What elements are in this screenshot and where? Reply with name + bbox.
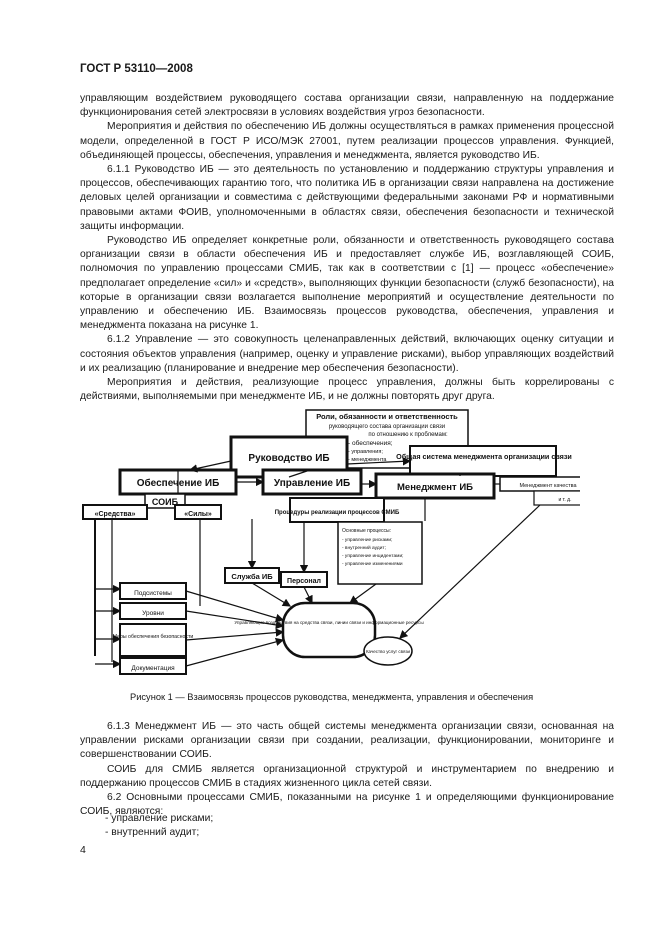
etc-box: и т. д. [558,497,572,503]
main-processes-title: Основные процессы: [342,528,391,534]
sluzhba-box: Служба ИБ [231,572,273,581]
impact-box: Управляющие воздействия на средства связи, линии связи и информационные ресурсы [234,620,424,625]
procedures-box: Процедуры реализации процессов СМИБ [274,510,400,516]
roles-subtitle: руководящего состава организации связи [328,424,446,430]
obespechenie-box: Обеспечение ИБ [136,478,220,489]
text-block-1 [80,92,614,404]
paragraph: СОИБ для СМИБ является организационной структурой и инструментарием по внедрению и поддержанию процессов СМИБ в стадиях жизненного цикла сетей связи. [80,763,614,789]
roles-item: - управления; [348,449,383,455]
main-process-item: - управление инцидентами; [342,554,404,559]
rukovodstvo-box: Руководство ИБ [248,453,330,464]
general-system-line: Общая система менеджмента организации связи [396,452,572,461]
sredstva-box: «Средства» [94,511,136,518]
document-header: ГОСТ Р 53110—2008 [80,63,193,75]
list-item: - управление рисками; [105,813,214,824]
menedzhment-box: Менеджмент ИБ [397,482,473,493]
roles-title: Роли, обязанности и ответственность [316,412,458,421]
left-item: Документация [131,665,175,672]
soib-box: СОИБ [151,497,179,507]
upravlenie-box: Управление ИБ [273,478,351,489]
left-item: Меры обеспечения безопасности [112,634,194,640]
left-item: Подсистемы [134,590,172,597]
roles-item: - менеджмента [348,457,387,463]
general-system-box [396,452,572,461]
paragraph: 6.2 Основными процессами СМИБ, показанными на рисунке 1 и определяющими функционирование СОИБ, являются: [80,792,614,818]
figure-diagram [80,406,580,684]
paragraph: Руководство ИБ определяет конкретные роли, обязанности и ответственность руководящего состава организации связи в области обеспечения ИБ и предоставляет службе ИБ, возглавляющей СОИБ, полномочия по управлению процессами СМИБ, так как в соответствии с [1] — процесс «обеспечение» предполагает определение «сил» и «средств», выполняющих функции безопасности (служб безопасности), на которые в организации связи возлагается выполнение мероприятий и осуществление деятельности по управлению и обеспечению ИБ. Взаимосвязь процессов руководства, обеспечения, управления и менеджмента показана на рисунке 1. [80,235,614,332]
paragraph: 6.1.3 Менеджмент ИБ — это часть общей системы менеджмента организации связи, основанная на управлении рисками организации связи при создании, реализации, функционировании, мониторинге и совершенствовании СОИБ. [80,721,614,761]
personal-box: Персонал [287,578,321,585]
paragraph: управляющим воздействием руководящего состава организации связи, направленную на поддержание функционирования сетей электросвязи в условиях воздействия угроз безопасности. [80,93,614,119]
main-process-item: - управление рисками; [342,538,393,543]
text-block-2 [80,720,614,819]
sily-box: «Силы» [184,511,212,518]
quality-management-box: Менеджмент качества [519,483,577,489]
main-process-item: - управление изменениями [342,562,403,567]
roles-item: - обеспечения; [348,440,393,447]
quality-ellipse: Качество услуг связи [365,649,411,654]
paragraph: Мероприятия и действия, реализующие процесс управления, должны быть коррелированы с действиями, выполняемыми при менеджменте ИБ, и не должны повторять друг друга. [80,377,614,403]
main-process-item: - внутренний аудит; [342,546,386,551]
page-number: 4 [80,844,86,856]
paragraph: 6.1.2 Управление — это совокупность целенаправленных действий, включающих оценку ситуации и состояния объектов управления (например, оценку и управление рисками), выбор управляющих воздействий и их реализацию (планирование и внедрение мер обеспечения безопасности). [80,334,614,374]
paragraph: Мероприятия и действия по обеспечению ИБ должны осуществляться в рамках применения процессной модели, определенной в ГОСТ Р ИСО/МЭК 27001, путем реализации процессов управления. Функцией, объединяющей процессы, обеспечения, управления и менеджмента, является руководство ИБ. [80,121,614,161]
figure-caption: Рисунок 1 — Взаимосвязь процессов руководства, менеджмента, управления и обеспечения [130,692,534,702]
paragraph: 6.1.1 Руководство ИБ — это деятельность по установлению и поддержанию структуры управления и процессов, обеспечивающих гарантию того, что политика ИБ в организации связи направлена на достижение деловых целей организации и совместима с действующими федеральными законами РФ и нормативными правовыми актами ФОИВ, уполномоченными в областях связи, обеспечения безопасности и технической защиты информации. [80,164,614,232]
list-item: - внутренний аудит; [105,827,200,838]
roles-subtitle: по отношению к проблемам: [368,432,448,438]
left-item: Уровни [142,610,164,617]
